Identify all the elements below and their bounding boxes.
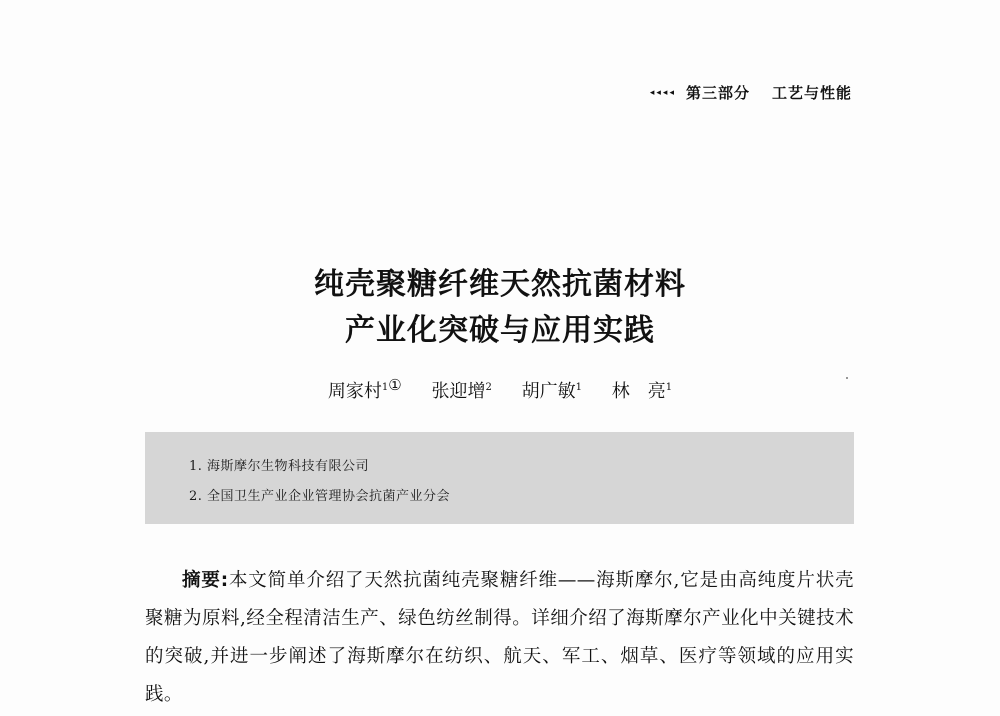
running-header	[650, 82, 852, 103]
author-affiliation-mark: 1	[665, 382, 673, 393]
affiliation-item: 2. 全国卫生产业企业管理协会抗菌产业分会	[189, 489, 451, 504]
author-1	[328, 376, 402, 403]
author-affiliation-mark: 2	[485, 382, 492, 393]
abstract	[145, 562, 854, 714]
scan-speck	[846, 377, 848, 379]
abstract-paragraph	[145, 562, 854, 714]
paper-title-line-2: 产业化突破与应用实践	[345, 313, 655, 348]
paper-title	[0, 262, 1000, 354]
abstract-label: 摘要:	[182, 570, 229, 591]
abstract-text: 本文简单介绍了天然抗菌纯壳聚糖纤维——海斯摩尔,它是由高纯度片状壳聚糖为原料,经全程清洁生产、绿色纺丝制得。详细介绍了海斯摩尔产业化中关键技术的突破,并进一步阐述了海斯摩尔在纺织、航天、军工、烟草、医疗等领域的应用实践。	[145, 570, 854, 705]
header-arrows-icon: ◂◂◂◂	[649, 87, 676, 98]
author-list	[0, 376, 1000, 403]
author-affiliation-mark: 1	[575, 382, 582, 393]
author-footnote-mark: ①	[388, 376, 402, 394]
author-affiliation-mark: 1	[381, 382, 389, 393]
header-section-label: 工艺与性能	[771, 84, 852, 102]
author-4	[612, 377, 672, 403]
author-name: 林 亮	[611, 381, 666, 402]
paper-title-line-1: 纯壳聚糖纤维天然抗菌材料	[314, 267, 686, 302]
affiliations-list	[145, 432, 854, 512]
affiliation-item: 1. 海斯摩尔生物科技有限公司	[189, 459, 370, 474]
author-name: 张迎增	[431, 381, 486, 402]
author-name: 周家村	[327, 381, 382, 402]
author-name: 胡广敏	[521, 381, 576, 402]
author-3	[522, 377, 582, 403]
header-part-label: 第三部分	[685, 84, 750, 102]
affiliations-box	[145, 432, 854, 524]
author-2	[431, 377, 491, 403]
